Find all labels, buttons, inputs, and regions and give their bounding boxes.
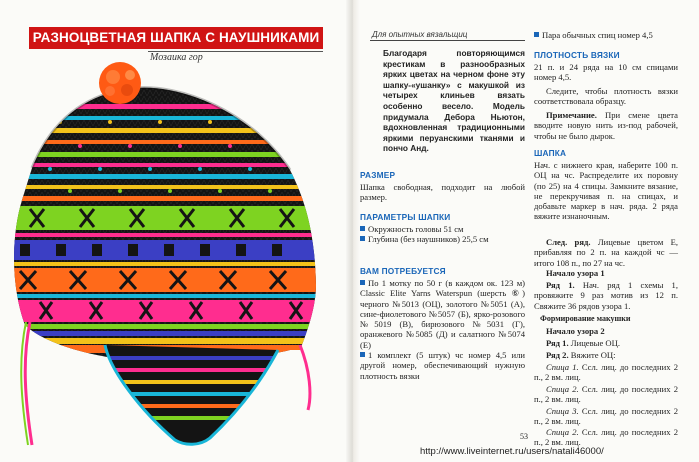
spoke-label: Спица 2. (546, 427, 579, 437)
page-subtitle: Мозаика гор (150, 52, 203, 63)
book-gutter (346, 0, 360, 462)
spoke-item (534, 406, 678, 427)
size-heading: РАЗМЕР (360, 170, 396, 180)
p2-row1-text: Лицевые ОЦ. (570, 338, 620, 348)
hat-heading: ШАПКА (534, 148, 567, 158)
crown-heading: Формирование макушки (540, 314, 631, 323)
pattern1-heading: Начало узора 1 (546, 268, 605, 278)
spoke-text: Ссл. лиц. до последних 2 п., 2 вм. лиц. (534, 406, 678, 427)
note-label: Примечание. (546, 110, 597, 120)
note (534, 110, 678, 141)
size-text: Шапка свободная, подходит на любой размер. (360, 182, 525, 203)
hat-photo (0, 55, 346, 462)
p2-row2 (546, 350, 616, 360)
row1-label: Ряд 1. (546, 280, 575, 290)
bullet-icon (360, 226, 365, 231)
param-item: Глубина (без наушников) 25,5 см (360, 234, 525, 244)
hat-text: Нач. с нижнего края, наберите 100 п. ОЦ на чс. Распределите их поровну (по 25) на 4 спицы. Замкните вязание, не перекручивая п. на спицах, и добавьте маркер в нач. ряда. 2 ряда вяжите изнаночным. (534, 160, 678, 222)
bullet-icon (360, 352, 365, 357)
col2-need-item: Пара обычных спиц номер 4,5 (534, 30, 684, 40)
gauge-text-2: Следите, чтобы плотность вязки соответствовала образцу. (534, 86, 678, 107)
spoke-text: Ссл. лиц. до последних 2 п., 2 вм. лиц. (534, 427, 678, 448)
spoke-text: Ссл. лиц. до последних 2 п., 2 вм. лиц. (534, 362, 678, 383)
page-title: РАЗНОЦВЕТНАЯ ШАПКА С НАУШНИКАМИ (32, 30, 320, 45)
gauge-heading: ПЛОТНОСТЬ ВЯЗКИ (534, 50, 620, 60)
row1-text: Нач. ряд 1 схемы 1, провяжите 9 раз мотив из 12 п. Свяжите 36 рядов узора 1. (534, 280, 678, 311)
intro-paragraph: Благодаря повторяющимся крестикам в разнообразных ярких цветах на черном фоне эту шапку-«ушанку» с макушкой из четырех клиньев вязать особенно весело. Модель придумала Дебора Ньютон, вдохновленная традиционными яркими перуанскими тканями и пончо Анд. (383, 48, 525, 154)
spoke-item (534, 362, 678, 383)
p2-row2-label: Ряд 2. (546, 350, 569, 360)
p2-row1-label: Ряд 1. (546, 338, 569, 348)
need-item: 1 комплект (5 штук) чс номер 4,5 или другой номер, обеспечивающий нужную плотность вязки (360, 350, 525, 381)
bullet-icon (534, 32, 539, 37)
param-item: Окружность головы 51 см (360, 224, 525, 234)
p2-row1 (546, 338, 620, 348)
spoke-label: Спица 2. (546, 384, 579, 394)
gauge-text: 21 п. и 24 ряда на 10 см спицами номер 4,5. (534, 62, 678, 83)
note-text: При смене цвета вводите новую нить из-под рабочей, чтобы не было дырок. (534, 110, 678, 141)
spoke-item (534, 384, 678, 405)
params-heading: ПАРАМЕТРЫ ШАПКИ (360, 212, 451, 222)
header-rule (370, 40, 525, 41)
next-row (534, 237, 678, 268)
difficulty-label: Для опытных вязальщиц (372, 30, 468, 39)
watermark-url: http://www.liveinternet.ru/users/natali46000/ (420, 446, 604, 457)
pattern2-heading: Начало узора 2 (546, 326, 605, 336)
page-number: 53 (520, 432, 528, 441)
need-item: По 1 мотку по 50 г (в каждом ок. 123 м) Classic Elite Yarns Waterspun (шерсть ⑥) черного №5013 (ОЦ), золотого №5051 (А), сине-фиолетового №5057 (Б), ярко-розового №5019 (В), бирюзового №5031 (Г), оранжевого №5085 (Д) и салатного №5074 (Е) (360, 278, 525, 350)
next-row-text: Лицевые цветом Е, прибавляя по 2 п. на каждой чс — итого 108 п., по 27 на чс. (534, 237, 678, 268)
row1 (534, 280, 678, 311)
params-list (360, 224, 525, 245)
p2-row2-text: Вяжите ОЦ: (570, 350, 616, 360)
bullet-icon (360, 280, 365, 285)
spoke-label: Спица 1. (546, 362, 579, 372)
need-heading: ВАМ ПОТРЕБУЕТСЯ (360, 266, 446, 276)
title-banner (29, 27, 323, 49)
spoke-label: Спица 3. (546, 406, 579, 416)
spoke-text: Ссл. лиц. до последних 2 п., 2 вм. лиц. (534, 384, 678, 405)
need-list (360, 278, 525, 381)
spoke-item (534, 427, 678, 448)
bullet-icon (360, 236, 365, 241)
next-row-label: След. ряд. (546, 237, 591, 247)
